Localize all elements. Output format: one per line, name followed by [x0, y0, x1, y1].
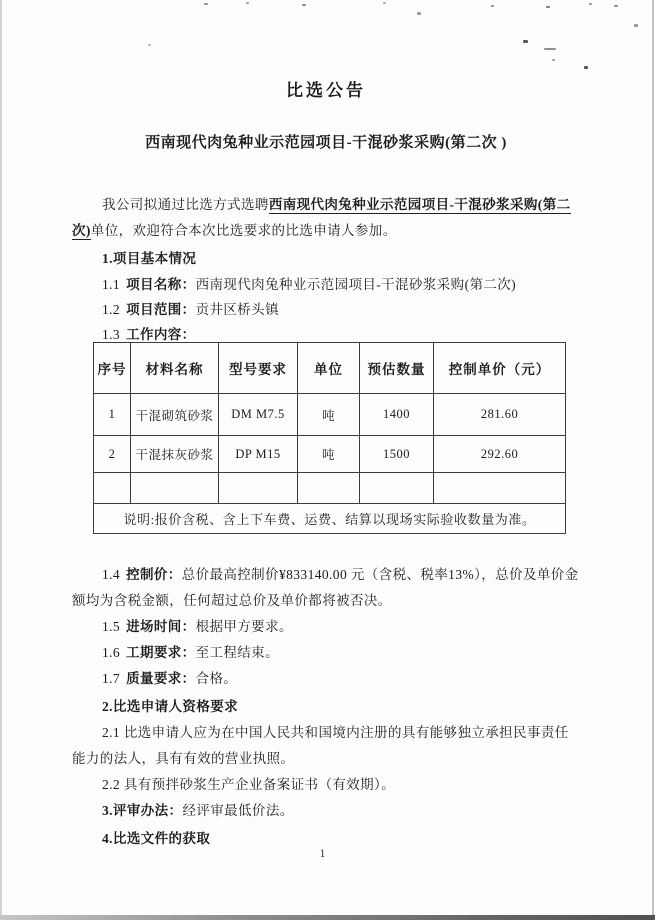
item-number: 1.2 [102, 302, 121, 317]
clause-label: 控制价： [126, 567, 182, 582]
table-row [94, 436, 566, 473]
item-number: 1.1 [102, 277, 121, 292]
scan-speck [523, 40, 528, 43]
table-cell [131, 473, 219, 504]
clause-label: 进场时间： [126, 619, 196, 634]
table-cell [434, 473, 566, 504]
section3-line [72, 798, 580, 824]
table-note: 说明:报价含税、含上下车费、运费、结算以现场实际验收数量为准。 [94, 504, 566, 534]
clause-number: 1.6 [102, 645, 121, 660]
clause-text: 总价最高控制价¥833140.00 元（含税、税率13%），总价及单价金额均为含税金额，任何超过总价及单价都将被否决。 [72, 567, 579, 608]
clause-text: 根据甲方要求。 [195, 619, 293, 634]
page-number: 1 [319, 848, 326, 860]
col-header-model: 型号要求 [219, 343, 298, 394]
scan-speck [302, 4, 306, 6]
col-header-unit-price: 控制单价（元） [434, 343, 566, 394]
scan-speck [383, 2, 386, 4]
scan-speck [246, 2, 249, 4]
clause-number: 1.5 [102, 619, 121, 634]
item-value: 西南现代肉兔种业示范园项目-干混砂浆采购(第二次) [195, 277, 517, 292]
clause-entry-time [72, 614, 580, 640]
clause-schedule [72, 640, 580, 666]
item-project-scope [72, 297, 580, 322]
table-cell-seq: 2 [94, 436, 131, 473]
doc-title: 比选公告 [286, 81, 366, 100]
clause-quality [72, 666, 580, 692]
scan-speck [544, 48, 556, 50]
intro-paragraph [72, 192, 580, 244]
section2-item-1: 2.1 比选申请人应为在中国人民共和国境内注册的具有能够独立承担民事责任能力的法人，具有有效的营业执照。 [72, 725, 569, 766]
item-label: 项目范围： [126, 302, 196, 317]
doc-subtitle: 西南现代肉兔种业示范园项目-干混砂浆采购(第二次 ) [145, 135, 507, 151]
col-header-quantity: 预估数量 [360, 343, 434, 394]
section1-heading: 1.项目基本情况 [102, 251, 197, 266]
section3-label: 评审办法： [112, 803, 183, 818]
table-row [94, 394, 566, 436]
scan-speck [589, 3, 592, 5]
clause-number: 1.4 [102, 567, 121, 582]
scan-speck [546, 6, 550, 8]
table-note-row [94, 504, 566, 534]
section4-heading: 4.比选文件的获取 [102, 831, 211, 846]
clause-control-price [72, 562, 580, 614]
table-cell [360, 473, 434, 504]
intro-project-name-underlined: 西南现代肉兔种业示范园项目-干混砂浆采购(第二次) [72, 197, 571, 238]
clause-text: 合格。 [195, 671, 238, 686]
table-cell-quantity: 1400 [360, 394, 434, 436]
item-value: 贡井区桥头镇 [195, 302, 279, 317]
scan-speck [417, 12, 421, 15]
clause-number: 1.7 [102, 671, 121, 686]
clause-label: 工期要求： [126, 645, 196, 660]
scan-speck [552, 59, 555, 61]
scan-edge-bottom [0, 915, 655, 920]
section3-number: 3. [102, 803, 113, 818]
col-header-material: 材料名称 [131, 343, 219, 394]
clause-text: 至工程结束。 [195, 645, 279, 660]
table-cell-material: 干混抹灰砂浆 [131, 436, 219, 473]
table-cell-unit: 吨 [298, 436, 360, 473]
table-cell-unit-price: 292.60 [434, 436, 566, 473]
intro-prefix: 我公司拟通过比选方式选聘 [102, 197, 269, 212]
scan-speck [634, 24, 638, 27]
col-header-seq: 序号 [94, 343, 131, 394]
work-content-table [93, 342, 566, 534]
table-cell-material: 干混砌筑砂浆 [131, 394, 219, 436]
table-cell [94, 473, 131, 504]
scan-speck [204, 3, 208, 5]
table-cell-unit: 吨 [298, 394, 360, 436]
table-cell-quantity: 1500 [360, 436, 434, 473]
scan-edge-right [652, 0, 654, 920]
table-cell-model: DP M15 [219, 436, 298, 473]
item-label: 项目名称： [126, 277, 196, 292]
table-cell-unit-price: 281.60 [434, 394, 566, 436]
table-cell [219, 473, 298, 504]
scan-edge-left [0, 0, 2, 920]
section2-heading: 2.比选申请人资格要求 [102, 699, 239, 714]
scan-speck [148, 44, 151, 46]
table-cell-seq: 1 [94, 394, 131, 436]
intro-suffix: 单位，欢迎符合本次比选要求的比选申请人参加。 [90, 223, 397, 238]
item-project-name [72, 272, 580, 297]
table-cell [298, 473, 360, 504]
section2-item-2: 2.2 具有预拌砂浆生产企业备案证书（有效期）。 [102, 777, 396, 792]
document-content [72, 78, 580, 852]
scan-speck [614, 5, 618, 7]
table-row-empty [94, 473, 566, 504]
item-number: 1.3 [102, 327, 121, 342]
scan-speck [491, 5, 494, 7]
clause-label: 质量要求： [126, 671, 196, 686]
col-header-unit: 单位 [298, 343, 360, 394]
item-label: 工作内容： [126, 327, 196, 342]
table-header-row [94, 343, 566, 394]
section3-text: 经评审最低价法。 [182, 803, 294, 818]
scan-speck [584, 66, 588, 69]
table-cell-model: DM M7.5 [219, 394, 298, 436]
